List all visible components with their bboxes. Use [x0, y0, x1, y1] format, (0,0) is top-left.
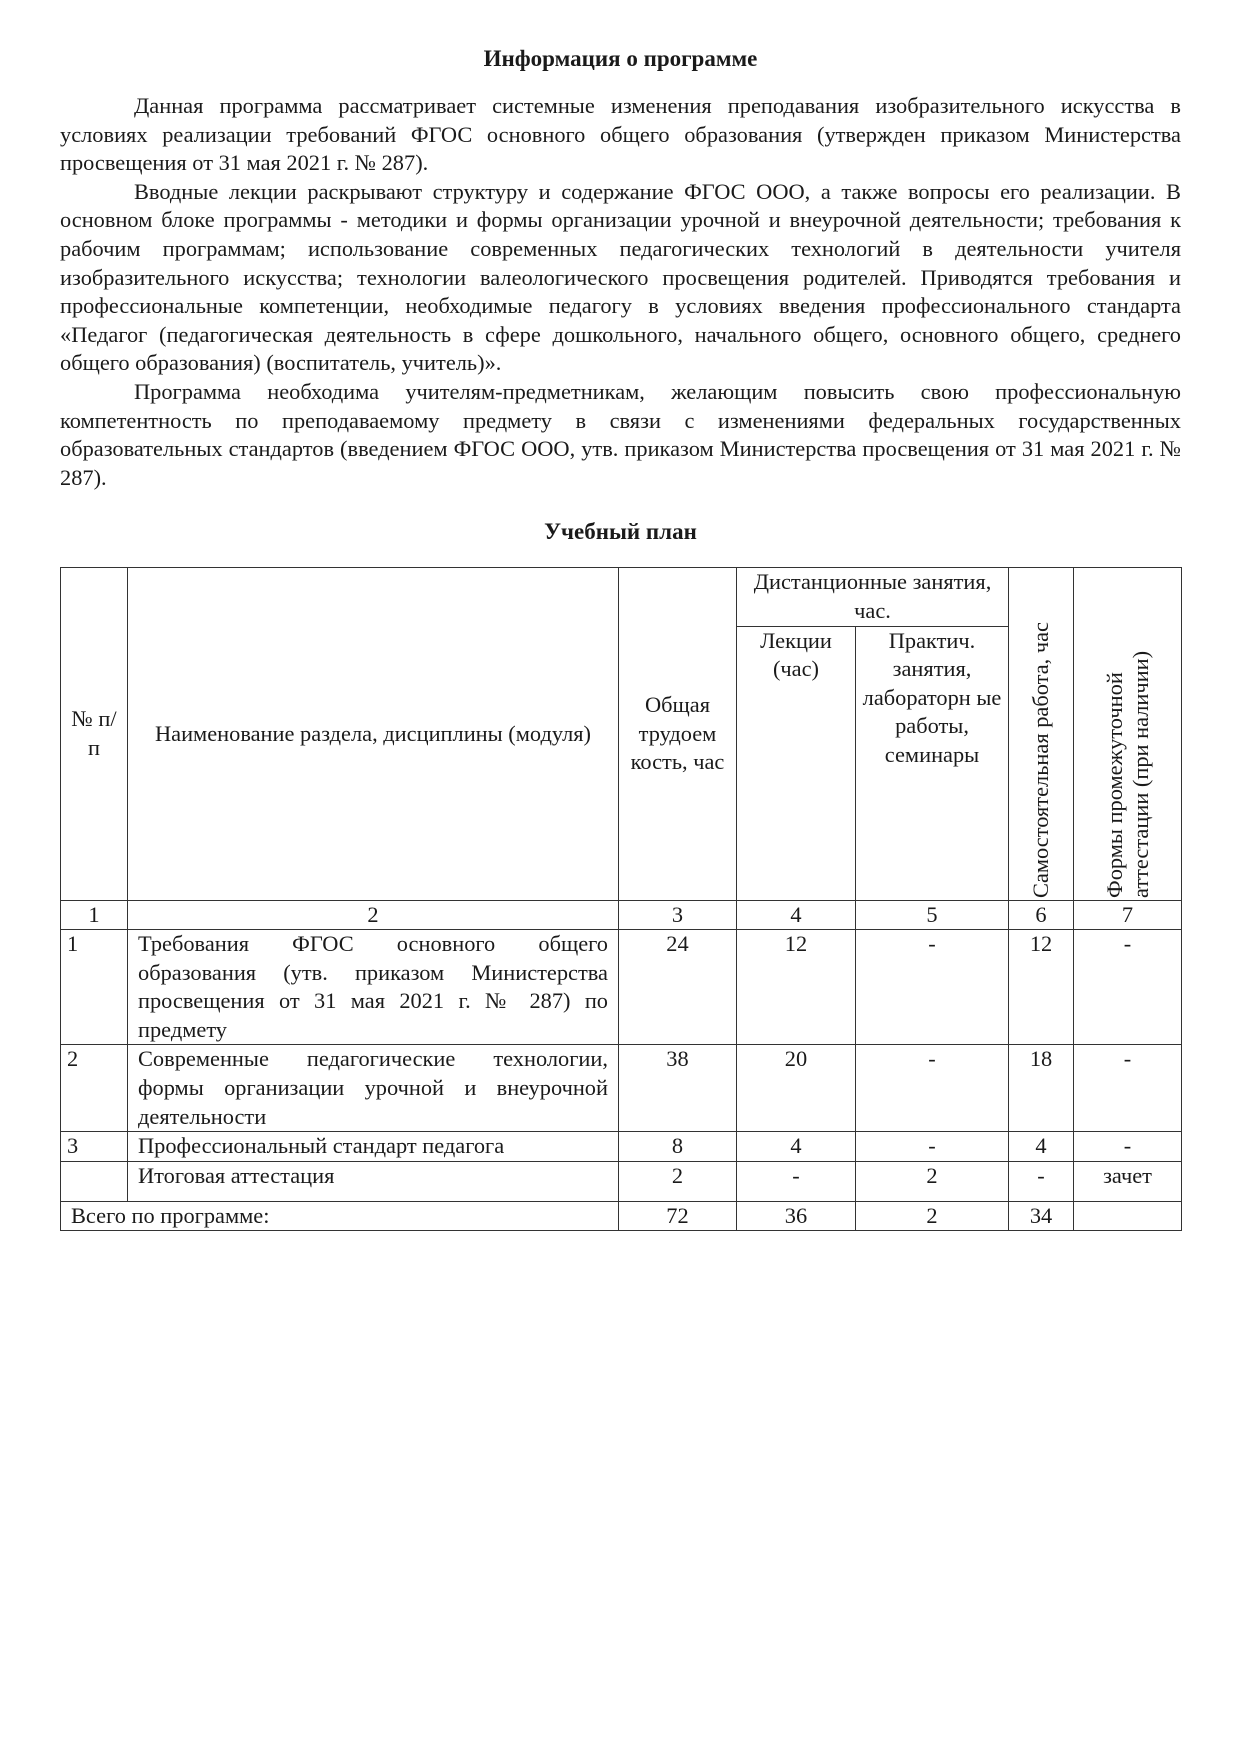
table-row — [61, 1045, 1182, 1132]
total-row — [61, 1201, 1182, 1231]
row-practice: 2 — [856, 1161, 1009, 1201]
total-lectures: 36 — [737, 1201, 856, 1231]
column-numbers-row — [61, 900, 1182, 930]
row-lectures: 4 — [737, 1132, 856, 1162]
col-number: 1 — [61, 900, 128, 930]
row-name: Профессиональный стандарт педагога — [128, 1132, 619, 1162]
curriculum-table — [60, 567, 1182, 1231]
row-forms: - — [1074, 1045, 1182, 1132]
header-lectures: Лекции (час) — [737, 626, 856, 900]
paragraph-2: Вводные лекции раскрывают структуру и содержание ФГОС ООО, а также вопросы его реализации. В основном блоке программы - методики и формы организации урочной и внеурочной деятельности; требования к рабочим программам; использование современных педагогических технологий в деятельности учителя изобразительного искусства; технологии валеологического просвещения родителей. Приводятся требования и профессиональные компетенции, необходимые педагогу в условиях введения профессионального стандарта «Педагог (педагогическая деятельность в сфере дошкольного, начального общего, основного общего, среднего общего образования) (воспитатель, учитель)». — [60, 178, 1181, 376]
row-num — [61, 1161, 128, 1201]
row-forms: - — [1074, 930, 1182, 1045]
page-title: Информация о программе — [483, 46, 758, 71]
header-name: Наименование раздела, дисциплины (модуля) — [128, 568, 619, 900]
row-name: Итоговая аттестация — [128, 1161, 619, 1201]
document-page — [60, 40, 1181, 1231]
row-name: Требования ФГОС основного общего образования (утв. приказом Министерства просвещения от 31 мая 2021 г. № 287) по предмету — [128, 930, 619, 1045]
header-num: № п/п — [61, 568, 128, 900]
row-forms: зачет — [1074, 1161, 1182, 1201]
header-distance-group: Дистанционные занятия, час. — [737, 568, 1009, 626]
total-self: 34 — [1009, 1201, 1074, 1231]
row-lectures: - — [737, 1161, 856, 1201]
row-total: 24 — [619, 930, 737, 1045]
table-row — [61, 1132, 1182, 1162]
col-number: 6 — [1009, 900, 1074, 930]
header-practice: Практич. занятия, лабораторн ые работы, семинары — [856, 626, 1009, 900]
row-practice: - — [856, 1132, 1009, 1162]
paragraph-3: Программа необходима учителям-предметникам, желающим повысить свою профессиональную компетентность по преподаваемому предмету в связи с изменениями федеральных государственных образовательных стандартов (введением ФГОС ООО, утв. приказом Министерства просвещения от 31 мая 2021 г. № 287). — [60, 378, 1181, 490]
total-forms — [1074, 1201, 1182, 1231]
paragraph-1: Данная программа рассматривает системные изменения преподавания изобразительного искусства в условиях реализации требований ФГОС основного общего образования (утвержден приказом Министерства просвещения от 31 мая 2021 г. № 287). — [60, 93, 1181, 176]
row-name: Современные педагогические технологии, формы организации урочной и внеурочной деятельности — [128, 1045, 619, 1132]
total-total: 72 — [619, 1201, 737, 1231]
header-total: Общая трудоем кость, час — [619, 568, 737, 900]
row-self: 12 — [1009, 930, 1074, 1045]
col-number: 3 — [619, 900, 737, 930]
row-self: 18 — [1009, 1045, 1074, 1132]
row-practice: - — [856, 1045, 1009, 1132]
col-number: 5 — [856, 900, 1009, 930]
row-total: 8 — [619, 1132, 737, 1162]
row-practice: - — [856, 930, 1009, 1045]
row-num: 2 — [61, 1045, 128, 1132]
row-num: 1 — [61, 930, 128, 1045]
col-number: 2 — [128, 900, 619, 930]
plan-title: Учебный план — [544, 519, 697, 545]
col-number: 4 — [737, 900, 856, 930]
header-forms: Формы промежуточной аттестации (при наличии) — [1101, 650, 1153, 898]
total-label: Всего по программе: — [61, 1201, 619, 1231]
table-row — [61, 1161, 1182, 1201]
row-num: 3 — [61, 1132, 128, 1162]
table-row — [61, 930, 1182, 1045]
header-forms-cell — [1074, 568, 1182, 900]
row-self: 4 — [1009, 1132, 1074, 1162]
header-self: Самостоятельная работа, час — [1028, 621, 1054, 898]
col-number: 7 — [1074, 900, 1182, 930]
row-forms: - — [1074, 1132, 1182, 1162]
row-total: 2 — [619, 1161, 737, 1201]
total-practice: 2 — [856, 1201, 1009, 1231]
row-self: - — [1009, 1161, 1074, 1201]
row-lectures: 12 — [737, 930, 856, 1045]
row-total: 38 — [619, 1045, 737, 1132]
row-lectures: 20 — [737, 1045, 856, 1132]
header-self-cell — [1009, 568, 1074, 900]
